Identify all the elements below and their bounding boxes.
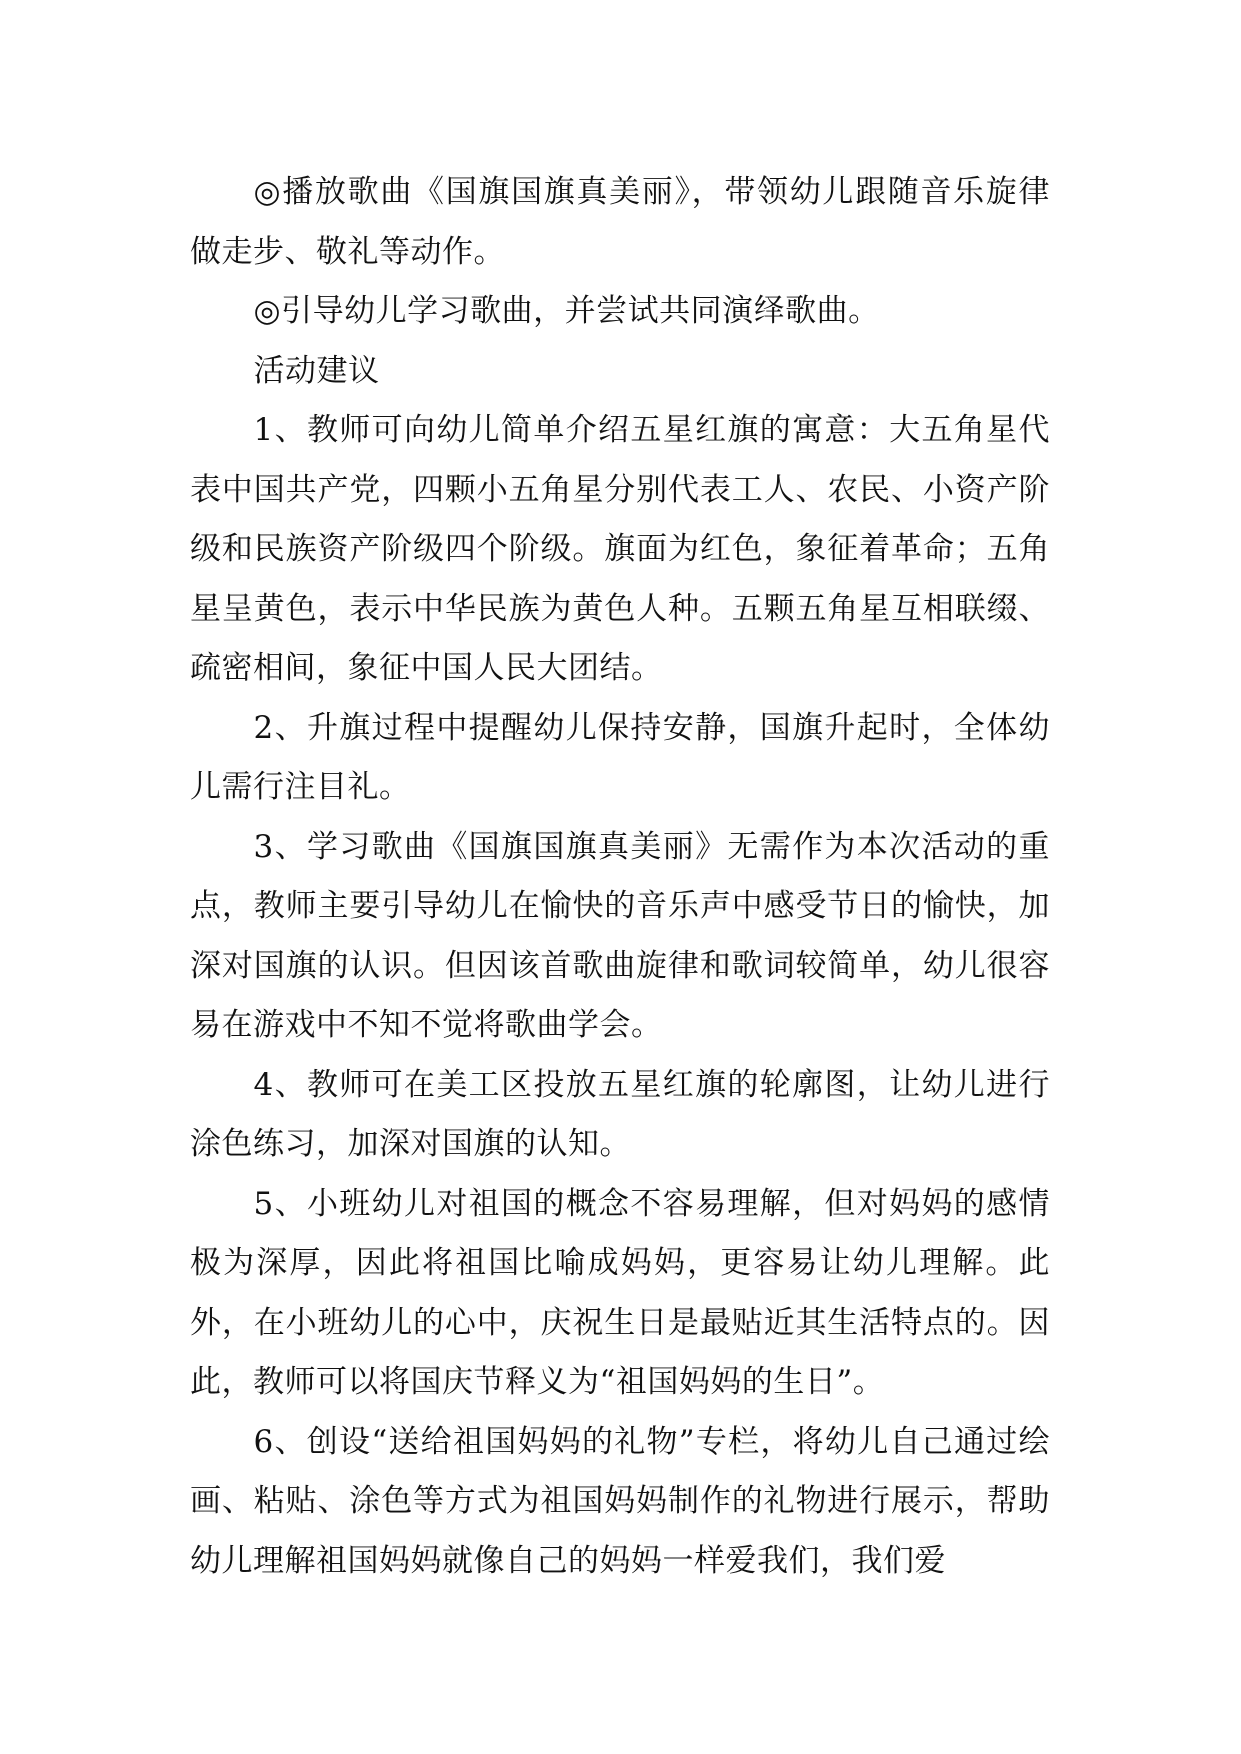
section-heading-activity-suggestions: 活动建议 (253, 352, 380, 389)
document-body (190, 163, 1050, 1591)
paragraph-music-activity: ◎播放歌曲《国旗国旗真美丽》，带领幼儿跟随音乐旋律做走步、敬礼等动作。 (190, 174, 1050, 270)
paragraph-learn-song: ◎引导幼儿学习歌曲，并尝试共同演绎歌曲。 (253, 293, 880, 329)
paragraph-suggestion-3: 3、学习歌曲《国旗国旗真美丽》无需作为本次活动的重点，教师主要引导幼儿在愉快的音乐声中感受节日的愉快，加深对国旗的认识。但因该首歌曲旋律和歌词较简单，幼儿很容易在游戏中不知不觉将歌曲学会。 (190, 828, 1050, 1043)
paragraph-suggestion-2: 2、升旗过程中提醒幼儿保持安静，国旗升起时，全体幼儿需行注目礼。 (190, 709, 1050, 805)
paragraph-suggestion-4: 4、教师可在美工区投放五星红旗的轮廓图，让幼儿进行涂色练习，加深对国旗的认知。 (190, 1066, 1050, 1162)
paragraph-suggestion-6: 6、创设“送给祖国妈妈的礼物”专栏，将幼儿自己通过绘画、粘贴、涂色等方式为祖国妈妈制作的礼物进行展示，帮助幼儿理解祖国妈妈就像自己的妈妈一样爱我们，我们爱 (190, 1423, 1050, 1579)
paragraph-suggestion-5: 5、小班幼儿对祖国的概念不容易理解，但对妈妈的感情极为深厚，因此将祖国比喻成妈妈，更容易让幼儿理解。此外，在小班幼儿的心中，庆祝生日是最贴近其生活特点的。因此，教师可以将国庆节释义为“祖国妈妈的生日”。 (190, 1185, 1050, 1400)
paragraph-suggestion-1: 1、教师可向幼儿简单介绍五星红旗的寓意：大五角星代表中国共产党，四颗小五角星分别代表工人、农民、小资产阶级和民族资产阶级四个阶级。旗面为红色，象征着革命；五角星呈黄色，表示中华民族为黄色人种。五颗五角星互相联缀、疏密相间，象征中国人民大团结。 (190, 412, 1050, 686)
